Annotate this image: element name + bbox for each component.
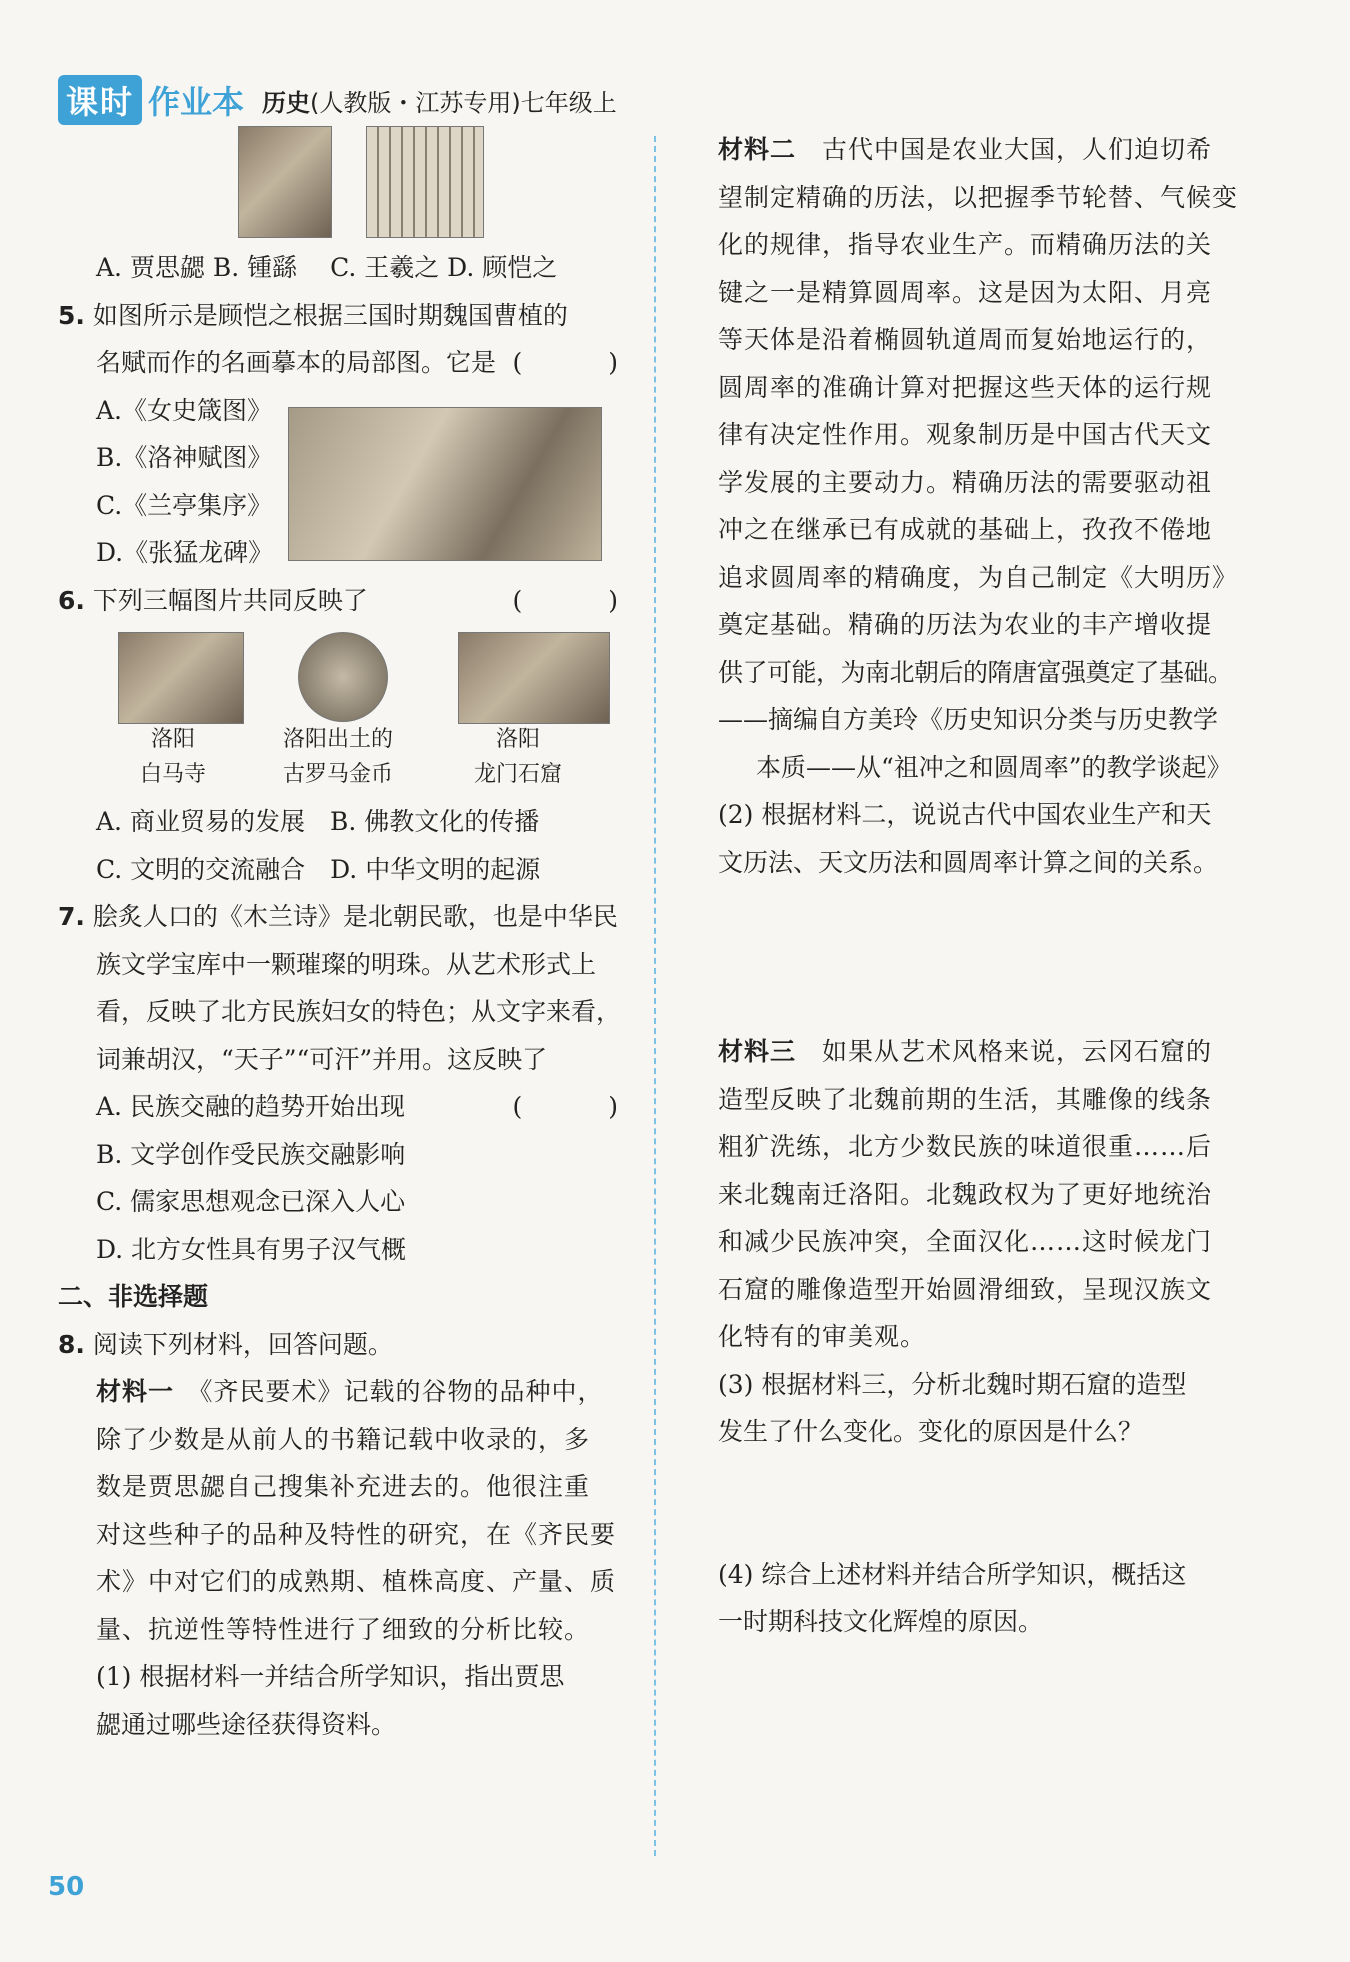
q5-line: 如图所示是顾恺之根据三国时期魏国曹植的 [92, 300, 568, 330]
material-text: 造型反映了北魏前期的生活，其雕像的线条 [718, 1084, 1213, 1114]
coin-image [298, 632, 388, 722]
material-text: 石窟的雕像造型开始圆滑细致，呈现汉族文 [718, 1274, 1213, 1304]
material-text: 奠定基础。精确的历法为农业的丰产增收提 [718, 610, 1213, 639]
question-2-text: (2) 根据材料二，说说古代中国农业生产和天 [718, 800, 1212, 829]
material-text: 术》中对它们的成熟期、植株高度、产量、质 [96, 1567, 617, 1596]
material-text: 对这些种子的品种及特性的研究，在《齐民要 [96, 1519, 617, 1549]
q5-option-d: D.《张猛龙碑》 [96, 538, 274, 567]
q7-option-b: B. 文学创作受民族交融影响 [96, 1139, 406, 1169]
section-heading: 二、非选择题 [58, 1282, 209, 1311]
material-2-label: 材料二 [718, 135, 797, 164]
caption-line: 洛阳 [495, 727, 540, 752]
material-1-line [58, 1368, 630, 1416]
material-text: 量、抗逆性等特性进行了细致的分析比较。 [96, 1614, 591, 1644]
q5-number: 5. [58, 300, 85, 330]
q7-number: 7. [58, 902, 85, 931]
material-text: 来北魏南迁洛阳。北魏政权为了更好地统治 [718, 1179, 1213, 1209]
q4-options: A. 贾思勰 B. 锺繇 C. 王羲之 D. 顾恺之 [96, 253, 558, 282]
q6-images [58, 632, 630, 722]
material-1-label: 材料一 [96, 1377, 175, 1406]
grotto-image [458, 632, 610, 724]
material-text: 古代中国是农业大国，人们迫切希 [822, 135, 1213, 164]
page-number: 50 [48, 1872, 85, 1902]
q5-options [58, 387, 288, 577]
material-text: 如果从艺术风格来说，云冈石窟的 [822, 1037, 1213, 1066]
q5-block [58, 387, 630, 577]
answer-space [718, 886, 1258, 1028]
caption-line: 古罗马金币 [282, 762, 393, 787]
q7-line: 族文学宝库中一颗璀璨的明珠。从艺术形式上 [96, 949, 597, 979]
material-3-line [718, 1028, 1258, 1076]
q8-text: 阅读下列材料，回答问题。 [92, 1329, 393, 1359]
q7-line: 看，反映了北方民族妇女的特色；从文字来看， [96, 997, 622, 1026]
edition-label: (人教版・江苏专用)七年级上 [310, 88, 617, 117]
material-2-line [718, 126, 1258, 174]
material-text: 除了少数是从前人的书籍记载中收录的，多 [96, 1424, 591, 1454]
brand-logo: 课时 [58, 75, 142, 125]
material-text: 律有决定性作用。观象制历是中国古代天文 [718, 420, 1213, 449]
material-text: 学发展的主要动力。精确历法的需要驱动祖 [718, 467, 1213, 497]
q7-option-d: D. 北方女性具有男子汉气概 [96, 1234, 407, 1264]
q5-stem-2 [58, 339, 630, 387]
material-text: 化的规律，指导农业生产。而精确历法的关 [718, 230, 1213, 259]
caption-line: 白马寺 [139, 762, 206, 787]
caption-coin [248, 722, 428, 792]
caption-line: 龙门石窟 [473, 762, 562, 787]
question-4-text: 一时期科技文化辉煌的原因。 [718, 1607, 1044, 1636]
material-text: 《齐民要术》记载的谷物的品种中， [200, 1377, 604, 1406]
source-citation: 本质——从“祖冲之和圆周率”的教学谈起》 [756, 752, 1232, 782]
q7-stem-1 [58, 893, 630, 941]
q6-number: 6. [58, 585, 85, 615]
q6-options-ab [58, 798, 630, 846]
question-1-text: (1) 根据材料一并结合所学知识，指出贾思 [96, 1662, 565, 1691]
material-text: 键之一是精算圆周率。这是因为太阳、月亮 [718, 277, 1213, 307]
q5-option-a: A.《女史箴图》 [96, 395, 273, 425]
material-text: 冲之在继承已有成就的基础上，孜孜不倦地 [718, 515, 1213, 544]
material-text: 化特有的审美观。 [718, 1322, 927, 1351]
column-divider [654, 136, 656, 1856]
q7-line: 脍炙人口的《木兰诗》是北朝民歌，也是中华民 [92, 902, 618, 931]
subject-title [262, 83, 617, 118]
q5-option-b: B.《洛神赋图》 [96, 443, 273, 472]
q7-option-c: C. 儒家思想观念已深入人心 [96, 1187, 406, 1216]
subject-name: 历史 [262, 88, 311, 117]
left-column [58, 126, 630, 1748]
brand-logo-text: 作业本 [148, 83, 245, 121]
q5-stem-1 [58, 292, 630, 340]
q6-option-a: A. 商业贸易的发展 [96, 807, 305, 836]
question-1-text: 勰通过哪些途径获得资料。 [96, 1709, 397, 1739]
q4-images [58, 126, 630, 244]
q6-option-d: D. 中华文明的起源 [330, 854, 541, 884]
question-4-text: (4) 综合上述材料并结合所学知识，概括这 [718, 1559, 1187, 1589]
portrait-image [238, 126, 332, 238]
material-3-label: 材料三 [718, 1037, 797, 1066]
right-column [718, 126, 1258, 1646]
painting-image [288, 407, 602, 561]
material-text: 等天体是沿着椭圆轨道周而复始地运行的， [718, 325, 1213, 354]
answer-paren: ( ) [512, 585, 630, 615]
material-text: 粗犷洗练，北方少数民族的味道很重……后 [718, 1132, 1213, 1161]
caption-temple [98, 722, 248, 792]
q8-stem [58, 1321, 630, 1369]
source-citation: ——摘编自方美玲《历史知识分类与历史教学 [718, 705, 1219, 734]
q8-number: 8. [58, 1329, 85, 1359]
material-text: 数是贾思勰自己搜集补充进去的。他很注重 [96, 1472, 591, 1501]
caption-line: 洛阳 [150, 727, 195, 752]
temple-image [118, 632, 244, 724]
q6-text: 下列三幅图片共同反映了 [92, 585, 368, 615]
material-text: 和减少民族冲突，全面汉化……这时候龙门 [718, 1227, 1213, 1256]
question-3-text: 发生了什么变化。变化的原因是什么？ [718, 1417, 1144, 1446]
material-text: 圆周率的准确计算对把握这些天体的运行规 [718, 372, 1213, 402]
q7-line: 词兼胡汉，“天子”“可汗”并用。这反映了 [96, 1044, 548, 1074]
calligraphy-image [366, 126, 484, 238]
q6-option-b: B. 佛教文化的传播 [329, 807, 540, 836]
q7-option-a: A. 民族交融的趋势开始出现 [96, 1092, 405, 1121]
answer-space [718, 1456, 1258, 1551]
material-text: 供了可能，为南北朝后的隋唐富强奠定了基础。 [718, 657, 1233, 687]
q6-captions [58, 722, 630, 798]
caption-line: 洛阳出土的 [282, 727, 393, 752]
q6-stem [58, 577, 630, 625]
page-header [58, 76, 617, 124]
q5-option-c: C.《兰亭集序》 [96, 490, 273, 520]
answer-paren: ( ) [512, 348, 630, 377]
q6-option-c: C. 文明的交流融合 [96, 854, 306, 884]
answer-paren: ( ) [512, 1092, 630, 1121]
material-text: 望制定精确的历法，以把握季节轮替、气候变 [718, 182, 1239, 212]
q5-line: 名赋而作的名画摹本的局部图。它是 [96, 348, 497, 377]
question-2-text: 文历法、天文历法和圆周率计算之间的关系。 [718, 847, 1219, 877]
question-3-text: (3) 根据材料三，分析北魏时期石窟的造型 [718, 1369, 1187, 1399]
caption-grotto [428, 722, 608, 792]
q6-options-cd [58, 846, 630, 894]
material-text: 追求圆周率的精确度，为自己制定《大明历》 [718, 562, 1239, 592]
